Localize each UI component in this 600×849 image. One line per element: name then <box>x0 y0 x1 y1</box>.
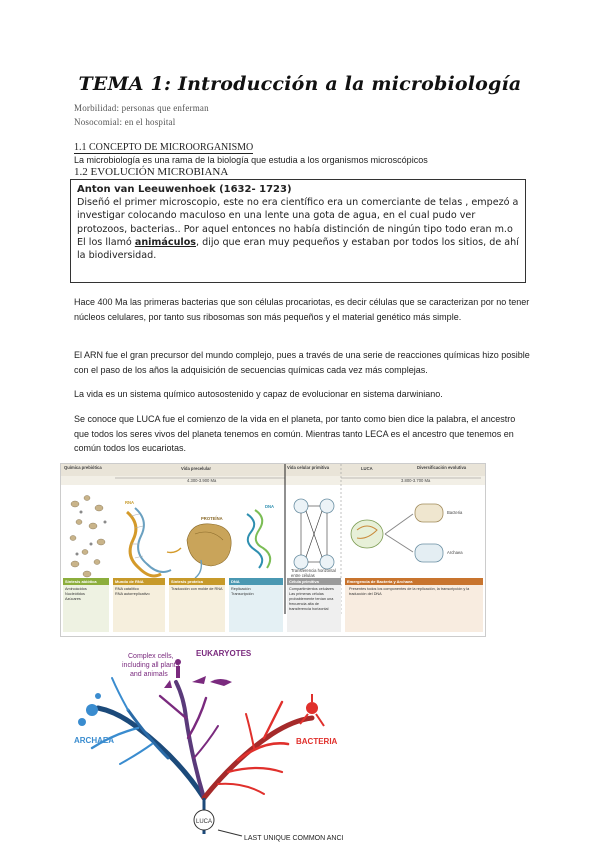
label-proteina: PROTEÍNA <box>201 516 223 521</box>
label-quimica-prebiotica: Química prebiótica <box>64 465 102 470</box>
note-nosocomial: Nosocomial: en el hospital <box>74 117 176 127</box>
label-archaea-fig1: Archaea <box>447 550 463 555</box>
box6-title: Emergencia de Bacteria y Archaea <box>347 579 413 584</box>
box3-text <box>171 587 223 592</box>
box-title: Anton van Leeuwenhoek (1632- 1723) <box>77 184 292 195</box>
box5-title: Célula primitiva <box>289 579 319 584</box>
box2-title: Mundo de RNA <box>115 579 144 584</box>
box6-line: Presentes todos los componentes de la replicación, la transcripción y la traducción del DNA <box>349 587 470 596</box>
label-vida-celular-primitiva: Vida celular primitiva <box>287 465 330 470</box>
label-complex-cells-1: Complex cells, <box>128 653 174 660</box>
box-text-2 <box>77 236 519 263</box>
label-time-1: 4.300-3.900 Ma <box>187 478 217 483</box>
box5-line: Las primeras células probablemente tenían una frecuencia alta de transferencia horizontal <box>289 592 334 611</box>
section-text-1: La microbiología es una rama de la biología que estudia a los organismos microscópicos <box>74 155 428 165</box>
box3-title: Síntesis proteica <box>171 579 204 584</box>
label-luca: LUCA <box>196 819 213 825</box>
label-bacteria: BACTERIA <box>296 737 338 746</box>
box4-title: DNA <box>231 579 240 584</box>
box-text-2b: , dijo que eran muy pequeños y estaban por todos los sitios, de ahí la biodiversidad. <box>77 236 519 262</box>
section-heading-2: 1.2 EVOLUCIÓN MICROBIANA <box>74 166 229 178</box>
tree-of-life-figure <box>68 648 368 844</box>
box1-line: Azúcares <box>65 597 81 601</box>
paragraph-luca: Se conoce que LUCA fue el comienzo de la vida en el planeta, por tanto como bien dice la palabra, el ancestro que todos los seres vivos del planeta tenemos en común. Mientras tanto LECA es el ancestro que tenemos en común todos los eucariotas. <box>74 414 516 453</box>
timeline-art <box>61 464 485 636</box>
box4-line: Replicación <box>231 587 251 591</box>
box1-line: Aminoácidos <box>65 587 87 591</box>
note-morbilidad: Morbilidad: personas que enferman <box>74 103 209 113</box>
label-horizontal-transfer: Transferencia horizontal entre células <box>291 568 336 578</box>
label-diversificacion: Diversificación evolutiva <box>417 465 467 470</box>
label-archaea: ARCHAEA <box>74 736 114 745</box>
label-vida-precelular: Vida precelular <box>181 466 211 471</box>
box2-line: RNA autorreplicativo <box>115 592 150 596</box>
label-dna: DNA <box>265 504 275 509</box>
box1-text <box>65 587 107 602</box>
label-complex-cells-3: and animals <box>130 671 168 678</box>
evolution-timeline-figure <box>60 463 486 637</box>
label-bacteria-fig1: Bacteria <box>447 510 463 515</box>
box3-line: Traducción con molde de RNA <box>171 587 223 591</box>
box6-text <box>349 587 479 597</box>
box2-line: RNA catalítico <box>115 587 139 591</box>
tree-of-life-art <box>68 648 368 844</box>
paragraph-vida: La vida es un sistema químico autosostenido y capaz de evolucionar en sistema darwiniano. <box>74 389 443 399</box>
box1-line: Nucleótidos <box>65 592 85 596</box>
box5-line: Compartimientos celulares <box>289 587 334 591</box>
box-text-1: Diseñó el primer microscopio, este no era científico era un comerciante de telas , empezó a investigar colocando maculoso en una lente una gota de agua, en el cual pudo ver protozoos, bacterias.. Por aquel entonces no había distinción de ningún tipo todo eran m.o <box>77 197 519 235</box>
box-keyword: animáculos <box>134 236 197 248</box>
section-heading-1: 1.1 CONCEPTO DE MICROORGANISMO <box>74 142 254 153</box>
label-time-2: 3.800-3.700 Ma <box>401 478 431 483</box>
label-eukaryotes: EUKARYOTES <box>196 649 252 658</box>
paragraph-arn: El ARN fue el gran precursor del mundo complejo, pues a través de una serie de reacciones químicas hizo posible con el paso de los años la adquisición de secuencias químicas cada vez más complejas. <box>74 350 530 375</box>
page-title: TEMA 1: Introducción a la microbiología <box>78 73 522 95</box>
label-rna: RNA <box>125 500 135 505</box>
label-last-unique-common: LAST UNIQUE COMMON ANCI <box>244 835 344 842</box>
paragraph-bacteria: Hace 400 Ma las primeras bacterias que son células procariotas, es decir células que se caracterizan por no tener núcleos celulares, por tanto sus ribosomas son más pequeños y el material genético más simple. <box>74 297 530 322</box>
box-text-2a: El los llamó <box>77 236 135 248</box>
label-complex-cells-2: including all plants <box>122 662 180 669</box>
leeuwenhoek-box <box>70 179 526 283</box>
box2-text <box>115 587 163 597</box>
box5-text <box>289 587 339 612</box>
box4-text <box>231 587 281 597</box>
box4-line: Transcripción <box>231 592 254 596</box>
box1-title: Síntesis abiótica <box>65 579 97 584</box>
label-luca: LUCA <box>361 466 373 471</box>
